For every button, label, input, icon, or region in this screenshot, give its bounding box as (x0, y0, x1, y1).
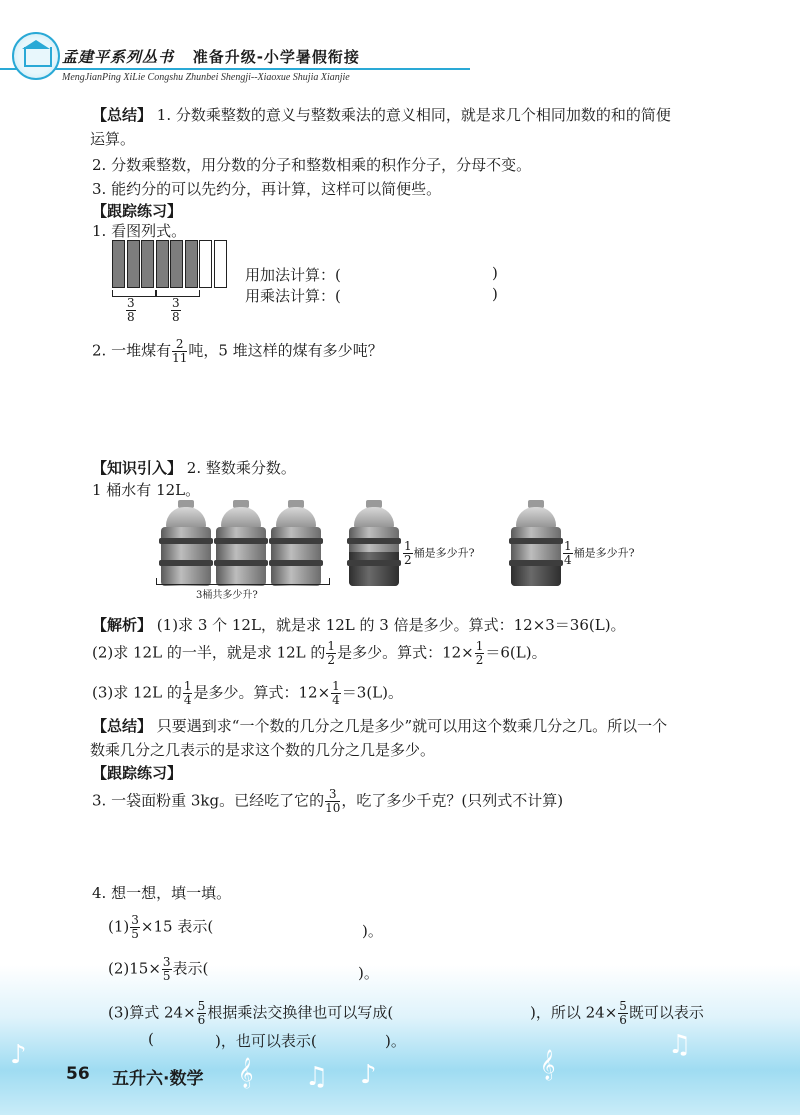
text: 根据乘法交换律也可以写成( (207, 1003, 394, 1022)
text: )，所以 24× (530, 1003, 618, 1022)
frac-den: 6 (197, 1013, 206, 1027)
question-4-1-end: )。 (362, 922, 383, 940)
music-note-icon: ♪ (360, 1060, 377, 1090)
water-bottle-icon (213, 500, 269, 586)
text: 3. 一袋面粉重 3kg。已经吃了它的 (92, 791, 325, 810)
text: ＝6(L)。 (485, 643, 547, 662)
question-4-1 (108, 914, 213, 941)
question-3 (92, 788, 563, 815)
frac-den: 4 (564, 553, 572, 567)
header-subtitle: MengJianPing XiLie Congshu Zhunbei Shengji--Xiaoxue Shujia Xianjie (62, 72, 350, 83)
text: ，吃了多少千克？(只列式不计算) (341, 791, 564, 810)
frac-den: 6 (619, 1013, 627, 1027)
text: (3)算式 24× (108, 1003, 196, 1022)
caption-half (402, 540, 475, 567)
text: 是多少。算式：12× (337, 643, 474, 662)
frac-den: 5 (131, 927, 139, 941)
fraction-bar-diagram (112, 240, 230, 288)
header-rule (0, 68, 470, 70)
brace-fraction-b (170, 297, 182, 324)
text: 表示( (172, 959, 209, 978)
text: (3)求 12L 的 (92, 683, 182, 702)
question-4-2-end: )。 (358, 964, 379, 982)
text: ×15 表示( (140, 917, 214, 936)
text: (1) (108, 917, 130, 936)
frac-den: 2 (327, 653, 336, 667)
intro-tag: 【知识引入】 (92, 459, 183, 477)
bar-segment (156, 240, 169, 288)
brace-fraction-a (125, 297, 137, 324)
summary-line-2: 2. 分数乘整数，用分数的分子和整数相乘的积作分子，分母不变。 (92, 156, 532, 174)
question-4-3-l2a: ( (148, 1030, 154, 1048)
frac-num: 2 (172, 338, 187, 352)
book-title: 准备升级-小学暑假衔接 (192, 48, 360, 66)
water-fact: 1 桶水有 12L。 (92, 481, 201, 499)
text: 是多少。算式：12× (193, 683, 331, 702)
publisher-logo-icon (12, 32, 60, 80)
frac-num: 1 (404, 539, 412, 553)
frac-den: 11 (172, 351, 188, 365)
addition-close: ) (492, 264, 498, 282)
text: (1)求 3 个 12L，就是求 12L 的 3 倍是多少。算式：12×3＝36(L)。 (156, 616, 626, 634)
text: 桶是多少升? (573, 546, 635, 560)
music-note-icon: ♫ (305, 1062, 329, 1092)
text: 吨，5 堆这样的煤有多少吨？ (188, 341, 383, 360)
multiplication-close: ) (492, 285, 498, 303)
bar-segment (185, 240, 198, 288)
frac-den: 2 (475, 653, 484, 667)
practice-heading-2: 【跟踪练习】 (92, 764, 183, 782)
header-title (62, 46, 360, 67)
music-note-icon: ♪ (10, 1040, 27, 1070)
analysis-2 (92, 640, 547, 667)
treble-clef-icon: 𝄞 (540, 1050, 556, 1080)
text: 既可以表示 (628, 1003, 704, 1022)
frac-den: 5 (162, 969, 171, 983)
summary-tag: 【总结】 (92, 717, 153, 735)
summary-line-3: 3. 能约分的可以先约分，再计算，这样可以简便些。 (92, 180, 442, 198)
summary-line-1 (92, 104, 671, 125)
frac-num: 1 (183, 679, 192, 693)
bar-segment (214, 240, 227, 288)
frac-num: 1 (327, 639, 336, 653)
caption-quarter (562, 540, 635, 567)
footer-brand: 五升六·数学 (112, 1069, 204, 1089)
frac-den: 8 (127, 310, 135, 324)
summary-line-1b: 运算。 (90, 130, 136, 148)
summary-2b: 数乘几分之几表示的是求这个数的几分之几是多少。 (90, 741, 436, 759)
bottles-brace (156, 578, 330, 585)
water-bottle-icon (158, 500, 214, 586)
multiplication-answer-line (245, 285, 341, 306)
question-4: 4. 想一想，填一填。 (92, 884, 232, 902)
frac-den: 4 (183, 693, 192, 707)
bar-segment (199, 240, 212, 288)
question-1: 1. 看图列式。 (92, 222, 187, 240)
practice-heading: 【跟踪练习】 (92, 202, 183, 220)
summary-tag: 【总结】 (92, 106, 153, 124)
series-name: 孟建平系列丛书 (62, 48, 175, 66)
bar-segment (127, 240, 140, 288)
question-4-3-cont (530, 1000, 704, 1027)
text: 只要遇到求“一个数的几分之几是多少”就可以用这个数乘几分之几。所以一个 (156, 717, 668, 735)
frac-num: 3 (325, 788, 340, 802)
bar-segment (141, 240, 154, 288)
frac-den: 2 (404, 553, 412, 567)
question-4-3 (108, 1000, 393, 1027)
label: 用加法计算：( (245, 266, 341, 284)
frac-num: 1 (475, 639, 484, 653)
text: ＝3(L)。 (341, 683, 403, 702)
analysis-3 (92, 680, 403, 707)
addition-answer-line (245, 264, 341, 285)
music-note-icon: ♫ (668, 1030, 692, 1060)
water-bottle-icon (268, 500, 324, 586)
frac-num: 1 (564, 539, 572, 553)
frac-num: 1 (332, 679, 340, 693)
treble-clef-icon: 𝄞 (238, 1058, 254, 1088)
frac-den: 10 (325, 801, 341, 815)
summary-2a (92, 715, 667, 736)
caption-total: 3桶共多少升? (196, 590, 258, 601)
text: 2. 一堆煤有 (92, 341, 172, 360)
page-number: 56 (66, 1064, 90, 1084)
frac-num: 3 (162, 955, 171, 969)
text: (2)15× (108, 959, 161, 978)
analysis-1 (92, 614, 626, 635)
bar-segment (112, 240, 125, 288)
bar-segment (170, 240, 183, 288)
frac-num: 5 (619, 999, 627, 1013)
analysis-tag: 【解析】 (92, 616, 153, 634)
knowledge-intro (92, 457, 296, 478)
frac-den: 4 (332, 693, 340, 707)
question-2 (92, 338, 383, 365)
question-4-3-l2b: )，也可以表示( (215, 1032, 317, 1050)
frac-den: 8 (172, 310, 180, 324)
question-4-2 (108, 956, 208, 983)
frac-num: 3 (131, 913, 139, 927)
frac-num: 5 (197, 999, 206, 1013)
half-bottle-icon (346, 500, 402, 586)
frac-num: 3 (127, 296, 135, 310)
quarter-bottle-icon (508, 500, 564, 586)
frac-num: 3 (172, 296, 180, 310)
label: 用乘法计算：( (245, 287, 341, 305)
question-4-3-l2c: )。 (385, 1032, 406, 1050)
text: (2)求 12L 的一半，就是求 12L 的 (92, 643, 326, 662)
text: 桶是多少升? (413, 546, 475, 560)
summary-text: 1. 分数乘整数的意义与整数乘法的意义相同，就是求几个相同加数的和的简便 (156, 106, 671, 124)
intro-text: 2. 整数乘分数。 (186, 459, 296, 477)
